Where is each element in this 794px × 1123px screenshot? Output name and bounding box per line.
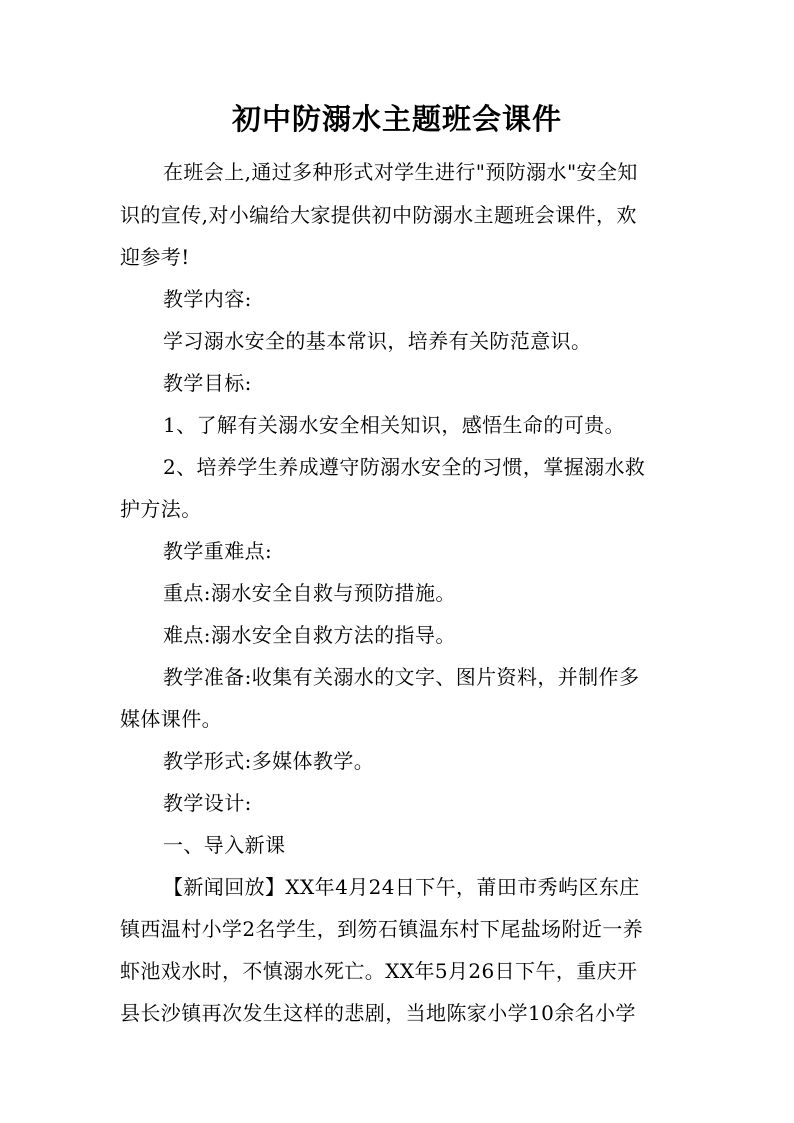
document-title: 初中防溺水主题班会课件 xyxy=(231,102,562,136)
paragraph-line: 识的宣传,对小编给大家提供初中防溺水主题班会课件，欢 xyxy=(120,203,637,227)
list-item-continuation: 护方法。 xyxy=(120,497,202,521)
list-item: 1、了解有关溺水安全相关知识，感悟生命的可贵。 xyxy=(163,413,625,437)
paragraph-line: 镇西温村小学2名学生，到笏石镇温东村下尾盐场附近一养 xyxy=(120,917,644,941)
section-heading: 教学设计: xyxy=(163,791,252,815)
paragraph-line: 学习溺水安全的基本常识，培养有关防范意识。 xyxy=(163,329,592,353)
paragraph-line: 难点:溺水安全自救方法的指导。 xyxy=(163,623,456,647)
section-heading: 教学目标: xyxy=(163,371,252,395)
paragraph-line: 迎参考! xyxy=(120,245,190,269)
paragraph-line: 县长沙镇再次发生这样的悲剧，当地陈家小学10余名小学 xyxy=(120,1001,636,1025)
section-heading: 教学内容: xyxy=(163,287,252,311)
section-heading: 一、导入新课 xyxy=(163,833,286,857)
paragraph-line: 虾池戏水时，不慎溺水死亡。XX年5月26日下午，重庆开 xyxy=(120,959,638,983)
section-heading: 教学重难点: xyxy=(163,539,273,563)
paragraph-line: 在班会上,通过多种形式对学生进行"预防溺水"安全知 xyxy=(163,160,638,184)
paragraph-line: 媒体课件。 xyxy=(120,707,222,731)
list-item: 2、培养学生养成遵守防溺水安全的习惯，掌握溺水救 xyxy=(163,455,646,479)
paragraph-line: 重点:溺水安全自救与预防措施。 xyxy=(163,581,456,605)
paragraph-line: 教学形式:多媒体教学。 xyxy=(163,749,375,773)
paragraph-line: 【新闻回放】XX年4月24日下午，莆田市秀屿区东庄 xyxy=(163,875,640,899)
paragraph-line: 教学准备:收集有关溺水的文字、图片资料，并制作多 xyxy=(163,665,640,689)
